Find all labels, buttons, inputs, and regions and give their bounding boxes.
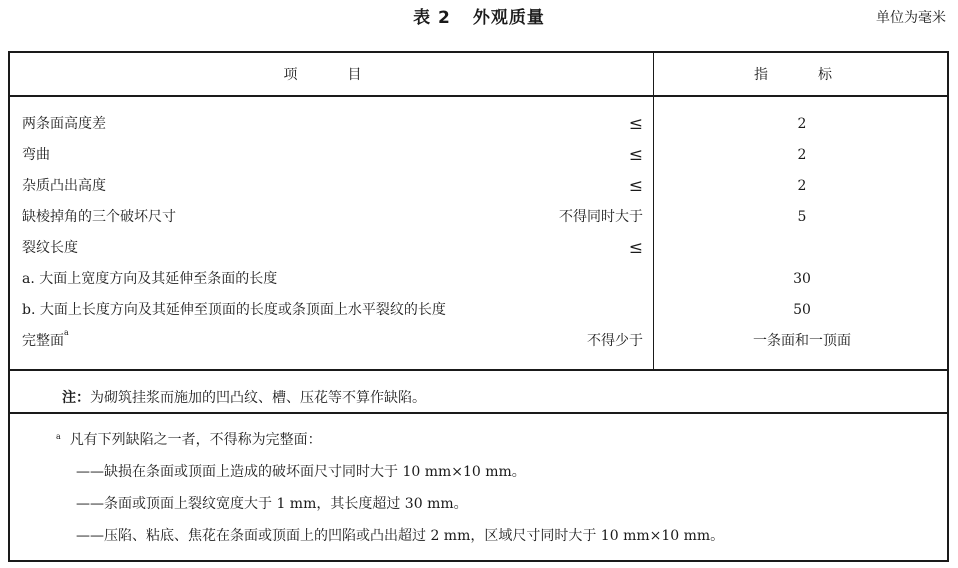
footnote-intro [56,430,322,450]
table-row [10,326,949,357]
note-text: 为砌筑挂浆而施加的凹凸纹、槽、压花等不算作缺陷。 [90,390,426,406]
row-item: b. 大面上长度方向及其延伸至顶面的长度或条顶面上水平裂纹的长度 [22,302,446,318]
row-value: 50 [793,302,811,318]
row-value: 5 [797,209,807,225]
table-row [10,202,949,233]
table-row [10,140,949,171]
footnote-marker: a [56,432,61,441]
row-item: 两条面高度差 [22,116,106,132]
header-item: 项 目 [283,67,380,83]
footnote-intro-text: 凡有下列缺陷之一者，不得称为完整面： [69,432,322,448]
row-item: 弯曲 [22,147,50,163]
row-value: 一条面和一顶面 [753,333,851,349]
row-item: a. 大面上宽度方向及其延伸至条面的长度 [22,271,278,287]
table-note [62,383,426,413]
row-item: 缺棱掉角的三个破坏尺寸 [22,209,176,225]
row-item: 杂质凸出高度 [22,178,106,194]
table-row [10,109,949,140]
unit-label: 单位为毫米 [876,10,946,26]
row-condition: ≤ [628,145,643,165]
row-condition: 不得同时大于 [559,209,643,225]
footnote-ref: a [64,328,69,337]
note-label: 注： [62,390,90,406]
row-condition: ≤ [628,238,643,258]
table-title [0,3,958,28]
table-row [10,295,949,326]
table-row [10,264,949,295]
row-value: 2 [797,116,807,132]
body-divider [10,369,947,371]
table-row [10,233,949,264]
footnote-item: ——缺损在条面或顶面上造成的破坏面尺寸同时大于 10 mm×10 mm。 [76,464,526,480]
row-condition: ≤ [628,176,643,196]
row-condition: 不得少于 [587,333,643,349]
quality-table [8,51,949,562]
row-item: 裂纹长度 [22,240,78,256]
table-title-text: 外观质量 [472,8,545,28]
table-row [10,171,949,202]
header-value: 指 标 [754,67,850,83]
row-item [22,326,69,357]
row-value: 30 [793,271,811,287]
row-value: 2 [797,147,807,163]
footnote-item: ——条面或顶面上裂纹宽度大于 1 mm，其长度超过 30 mm。 [76,496,468,512]
row-item-text: 完整面 [22,333,64,349]
row-condition: ≤ [628,114,643,134]
table-number: 表 2 [413,8,451,28]
row-value: 2 [797,178,807,194]
footnote-item: ——压陷、粘底、焦花在条面或顶面上的凹陷或凸出超过 2 mm，区域尺寸同时大于 10 mm×10 mm。 [76,528,725,544]
